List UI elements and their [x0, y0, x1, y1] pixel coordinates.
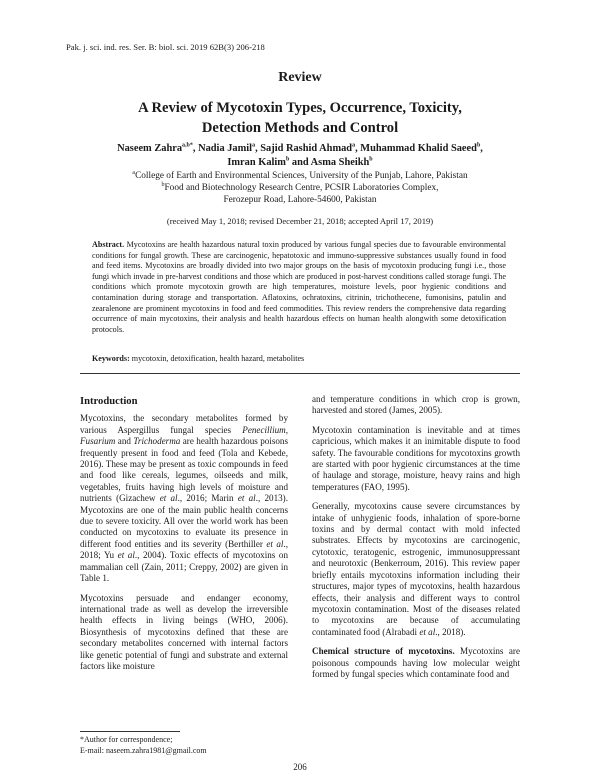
text-run: Generally, mycotoxins cause severe circumstances by intake of unhygienic foods, inhalation of spore-borne toxins and by dermal contact with mold infected substrates. Effects by mycotoxins are carcinogenic, cytotoxic, teratogenic, estrogenic, immunosuppressant and neurotoxic (Benkerroum, 2016). This review paper briefly entails mycotoxins information including their structures, major types of mycotoxins, health hazardous effects, their analysis and different ways to control mycotoxin contamination. Most of the diseases related to mycotoxins are because of accumulating contaminated food (Alrabadi [312, 501, 520, 637]
abstract [92, 240, 506, 335]
affil-marker-b: b [161, 181, 165, 188]
keywords-text: mycotoxin, detoxification, health hazard, metabolites [131, 354, 305, 363]
author-separator: , [355, 143, 361, 154]
intro-paragraph-1 [80, 413, 288, 584]
author-affil-marker: b [476, 142, 481, 149]
right-column [312, 394, 520, 688]
page-number: 206 [293, 762, 307, 772]
title-line-1: A Review of Mycotoxin Types, Occurrence, Toxicity, [138, 100, 462, 116]
author-affil-marker: b [285, 156, 290, 163]
affiliations [80, 170, 520, 206]
right-paragraph-1: and temperature conditions in which crop is grown, harvested and stored (James, 2005). [312, 394, 520, 416]
right-paragraph-3 [312, 501, 520, 638]
author-name: Asma Sheikh [310, 157, 370, 168]
footnote [80, 734, 207, 756]
author-name: Sajid Rashid Ahmad [260, 143, 353, 154]
right-paragraph-4 [312, 646, 520, 680]
italic-run: Trichoderma [133, 436, 181, 447]
affiliation-b [80, 182, 520, 194]
text-run: ., 2004). Toxic effects of mycotoxins on mammalian cell (Zain, 2011; Creppy, 2002) are given in Table 1. [80, 550, 288, 584]
footnote-correspondence: *Author for correspondence; [80, 735, 173, 744]
author-affil-marker: a,b* [182, 142, 193, 149]
title-line-2: Detection Methods and Control [201, 120, 399, 136]
author-name: Naseem Zahra [117, 143, 183, 154]
author-name: Muhammad Khalid Saeed [360, 143, 477, 154]
affil-marker-a: a [132, 169, 136, 176]
affiliation-b-line1: Food and Biotechnology Research Centre, PCSIR Laboratories Complex, [164, 183, 439, 193]
text-run: Mycotoxins, the secondary metabolites formed by various Aspergillus fungal species [80, 413, 288, 435]
left-column [80, 396, 288, 680]
section-divider [80, 373, 520, 374]
abstract-text: Mycotoxins are health hazardous natural toxin produced by various fungal species due to favourable environmental conditions for fungal growth. These are carcinogenic, hepatotoxic and immuno-suppressive substances usually found in food and feed items. Mycotoxins are broadly divided into two major groups on the basis of mycotoxin producing fungi i.e., those fungi which invade in pre-harvest conditions and those which are produced in post-harvest conditions called storage fungi. The conditions which promote mycotoxin growth are high temperatures, moisture levels, poor hygienic conditions and contamination during storage and transportation. Aflatoxins, ochratoxins, citrinin, trichothecene, fumonisins, patulin and zearalenone are prominent mycotoxins in food and feed commodities. This review renders the comprehensive data regarding occurrence of main mycotoxins, their analysis and health hazardous effects on human health alongwith some detoxification protocols. [92, 240, 506, 334]
affiliation-a [80, 170, 520, 182]
intro-paragraph-2: Mycotoxins persuade and endanger economy, international trade as well as develop the irreversible health effects in living beings (WHO, 2006). Biosynthesis of mycotoxins defined that these are secondary metabolites concerned with internal factors like genetic potential of fungi and substrate and external factors like moisture [80, 592, 288, 671]
author-affil-marker: a [252, 142, 256, 149]
text-run: ., 2018; Yu [80, 538, 288, 561]
author-separator: , [480, 143, 483, 154]
text-run: ., 2013). Mycotoxins are one of the main public health concerns due to severe toxicity. All over the world work has been conducted on mycotoxins to evaluate its presence in different food entities and its severity (Berthiller [80, 493, 288, 549]
author-separator: , [255, 143, 261, 154]
author-list [80, 142, 520, 170]
text-run: Mycotoxins are poisonous compounds having low molecular weight formed by fungal species which contaminate food and [312, 646, 520, 679]
italic-run: et al [419, 626, 436, 637]
introduction-heading: Introduction [80, 396, 138, 407]
author-separator: , [192, 143, 199, 154]
author-affil-marker: a [352, 142, 356, 149]
author-name: Imran Kalim [227, 157, 286, 168]
text-run: ., 2016; Marin [177, 493, 238, 504]
italic-run: Penecillium, Fusarium [80, 424, 288, 447]
keywords [92, 354, 506, 363]
article-dates: (received May 1, 2018; revised December 21, 2018; accepted April 17, 2019) [166, 216, 434, 226]
section-label: Review [278, 70, 322, 85]
keywords-label: Keywords: [92, 354, 130, 363]
affiliation-a-text: College of Earth and Environmental Sciences, University of the Punjab, Lahore, Pakistan [135, 171, 468, 181]
right-paragraph-2: Mycotoxin contamination is inevitable and at times capricious, which makes it an inimitable dispute to food safety. The favourable conditions for mycotoxins growth are started with poor hygienic circumstances at the time of haulage and storage, moisture, heavy rains and high temperatures (FAO, 1995). [312, 424, 520, 492]
italic-run: et al [266, 538, 284, 549]
text-run: ., 2018). [435, 626, 466, 637]
italic-run: et al [159, 493, 178, 504]
text-run: are health hazardous poisons frequently present in food and feed (Tola and Kebede, 2016). These may be present as toxic compounds in feed and food like cereals, legumes, oilseeds and milk, vegetables, fruits having high levels of moisture and nutrients (Gizachew [80, 436, 288, 504]
author-separator: and [289, 157, 311, 168]
italic-run: et al [117, 550, 135, 561]
affiliation-b-line2: Ferozepur Road, Lahore-54600, Pakistan [223, 195, 377, 205]
author-affil-marker: b [369, 156, 373, 163]
italic-run: et al [237, 493, 256, 504]
journal-citation: Pak. j. sci. ind. res. Ser. B: biol. sci. 2019 62B(3) 206-218 [66, 42, 265, 52]
footnote-email: E-mail: naseem.zahra1981@gmail.com [80, 746, 207, 755]
author-name: Nadia Jamil [198, 143, 253, 154]
abstract-label: Abstract. [92, 240, 125, 249]
article-title [80, 98, 520, 138]
subsection-heading: Chemical structure of mycotoxins. [312, 646, 455, 657]
footnote-divider [80, 731, 180, 732]
text-run: and [115, 436, 134, 447]
